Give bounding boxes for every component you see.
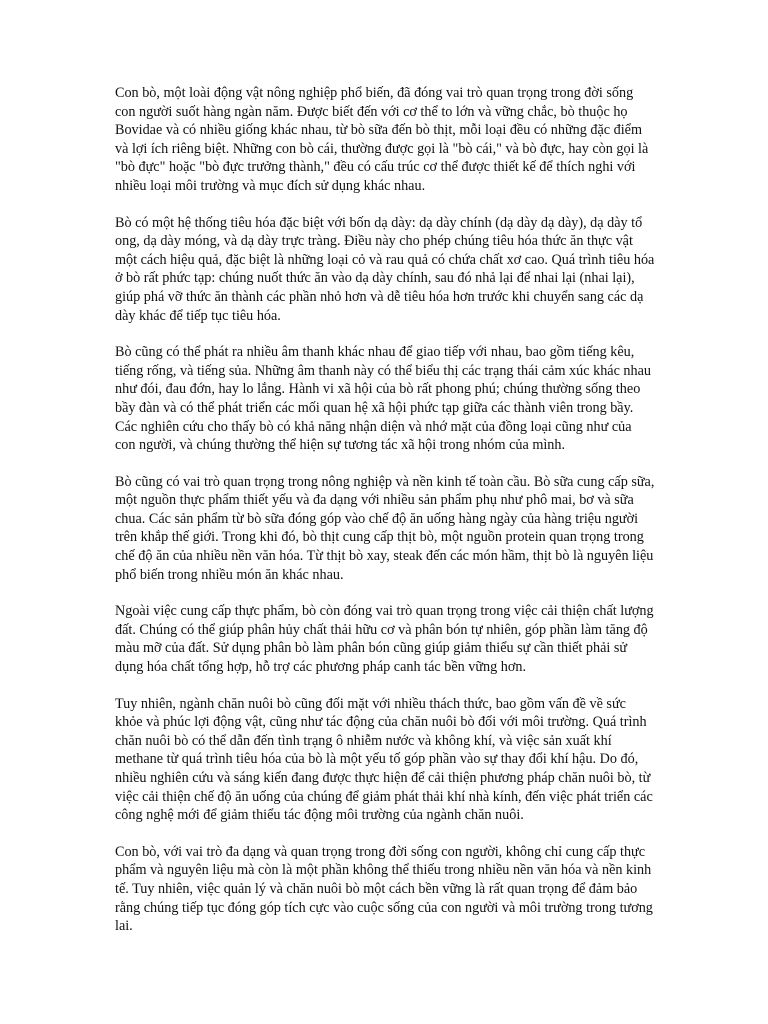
paragraph-7: Con bò, với vai trò đa dạng và quan trọng trong đời sống con người, không chỉ cung cấp thực phẩm và nguyên liệu mà còn là một phần không thể thiếu trong nhiều nền văn hóa và nền kinh tế. Tuy nhiên, việc quản lý và chăn nuôi bò một cách bền vững là rất quan trọng để đảm bảo rằng chúng tiếp tục đóng góp tích cực vào cuộc sống của con người và môi trường trong tương lai. — [115, 843, 653, 935]
paragraph-3: Bò cũng có thể phát ra nhiều âm thanh khác nhau để giao tiếp với nhau, bao gồm tiếng kêu, tiếng rống, và tiếng sủa. Những âm thanh này có thể biểu thị các trạng thái cảm xúc khác nhau như đói, đau đớn, hay lo lắng. Hành vi xã hội của bò rất phong phú; chúng thường sống theo bầy đàn và có thể phát triển các mối quan hệ xã hội phức tạp giữa các thành viên trong bầy. Các nghiên cứu cho thấy bò có khả năng nhận diện và nhớ mặt của đồng loại cũng như của con người, và chúng thường thể hiện sự tương tác xã hội trong nhóm của mình. — [115, 344, 652, 454]
document-body — [115, 84, 655, 954]
paragraph-4: Bò cũng có vai trò quan trọng trong nông nghiệp và nền kinh tế toàn cầu. Bò sữa cung cấp sữa, một nguồn thực phẩm thiết yếu và đa dạng với nhiều sản phẩm phụ như phô mai, bơ và sữa chua. Các sản phẩm từ bò sữa đóng góp vào chế độ ăn uống hàng ngày của hàng triệu người trên khắp thế giới. Trong khi đó, bò thịt cung cấp thịt bò, một nguồn protein quan trọng trong chế độ ăn của nhiều nền văn hóa. Từ thịt bò xay, steak đến các món hầm, thịt bò là nguyên liệu phổ biến trong nhiều món ăn khác nhau. — [115, 473, 655, 583]
paragraph-6: Tuy nhiên, ngành chăn nuôi bò cũng đối mặt với nhiều thách thức, bao gồm vấn đề về sức khỏe và phúc lợi động vật, cũng như tác động của chăn nuôi bò đối với môi trường. Quá trình chăn nuôi bò có thể dẫn đến tình trạng ô nhiễm nước và không khí, và việc sản xuất khí methane từ quá trình tiêu hóa của bò là một yếu tố góp phần vào sự thay đổi khí hậu. Do đó, nhiều nghiên cứu và sáng kiến đang được thực hiện để cải thiện phương pháp chăn nuôi bò, từ việc cải thiện chế độ ăn uống của chúng để giảm phát thải khí nhà kính, đến việc phát triển các công nghệ mới để giảm thiểu tác động môi trường của ngành chăn nuôi. — [115, 695, 653, 824]
paragraph-2: Bò có một hệ thống tiêu hóa đặc biệt với bốn dạ dày: dạ dày chính (dạ dày dạ dày), dạ dày tổ ong, dạ dày móng, và dạ dày trực tràng. Điều này cho phép chúng tiêu hóa thức ăn thực vật một cách hiệu quả, đặc biệt là những loại cỏ và rau quả có chứa chất xơ cao. Quá trình tiêu hóa ở bò rất phức tạp: chúng nuốt thức ăn vào dạ dày chính, sau đó nhả lại để nhai lại (nhai lại), giúp phá vỡ thức ăn thành các phần nhỏ hơn và dễ tiêu hóa hơn trước khi chuyển sang các dạ dày khác để tiếp tục tiêu hóa. — [115, 214, 655, 324]
paragraph-1: Con bò, một loài động vật nông nghiệp phổ biến, đã đóng vai trò quan trọng trong đời sống con người suốt hàng ngàn năm. Được biết đến với cơ thể to lớn và vững chắc, bò thuộc họ Bovidae và có nhiều giống khác nhau, từ bò sữa đến bò thịt, mỗi loại đều có những đặc điểm và lợi ích riêng biệt. Những con bò cái, thường được gọi là "bò cái," và bò đực, hay còn gọi là "bò đực" hoặc "bò đực trưởng thành," đều có cấu trúc cơ thể được thiết kế để thích nghi với nhiều loại môi trường và mục đích sử dụng khác nhau. — [115, 85, 649, 194]
paragraph-5: Ngoài việc cung cấp thực phẩm, bò còn đóng vai trò quan trọng trong việc cải thiện chất lượng đất. Chúng có thể giúp phân hủy chất thải hữu cơ và phân bón tự nhiên, góp phần làm tăng độ màu mỡ của đất. Sử dụng phân bò làm phân bón cũng giúp giảm thiểu sự cần thiết phải sử dụng hóa chất tổng hợp, hỗ trợ các phương pháp canh tác bền vững hơn. — [115, 603, 654, 676]
